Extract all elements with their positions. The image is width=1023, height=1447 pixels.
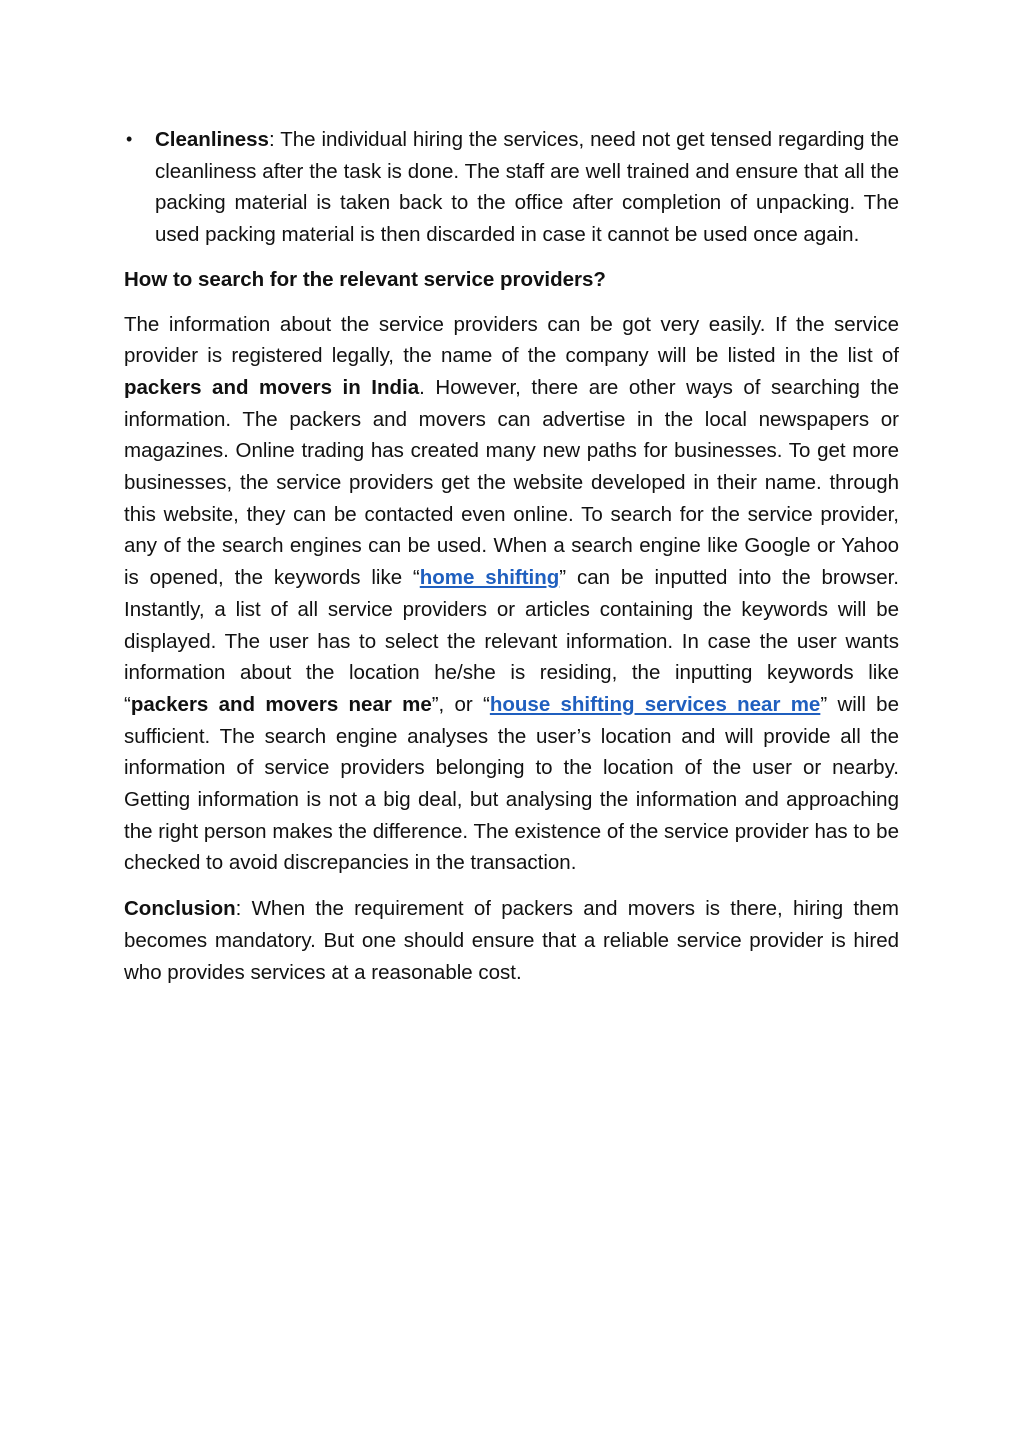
paragraph-text-4: ”, or “	[431, 692, 490, 716]
conclusion-paragraph	[124, 893, 899, 988]
paragraph-text-2: . However, there are other ways of searching the information. The packers and movers can advertise in the local newspapers or magazines. Online trading has created many new paths for businesses. To get more businesses, the service providers get the website developed in their name. through this website, they can be contacted even online. To search for the service provider, any of the search engines can be used. When a search engine like Google or Yahoo is opened, the keywords like “	[124, 375, 899, 590]
bullet-text: : The individual hiring the services, need not get tensed regarding the cleanliness after the task is done. The staff are well trained and ensure that all the packing material is taken back to the office after completion of unpacking. The used packing material is then discarded in case it cannot be used once again.	[155, 128, 899, 247]
document-page	[124, 124, 899, 1002]
bold-keyword-near-me: packers and movers near me	[130, 692, 432, 716]
link-home-shifting[interactable]: home shifting	[419, 566, 560, 590]
paragraph-text-1: The information about the service providers can be got very easily. If the service provider is registered legally, the name of the company will be listed in the list of	[124, 312, 899, 368]
conclusion-text: : When the requirement of packers and movers is there, hiring them becomes mandatory. But one should ensure that a reliable service provider is hired who provides services at a reasonable cost.	[124, 897, 899, 984]
bold-keyword-packers-india: packers and movers in India	[124, 375, 420, 399]
bullet-item-cleanliness	[124, 124, 899, 251]
conclusion-term: Conclusion	[124, 897, 236, 921]
section-heading: How to search for the relevant service providers?	[124, 267, 606, 291]
bullet-icon: •	[126, 129, 133, 149]
paragraph-text-5: ” will be sufficient. The search engine analyses the user’s location and will provide all the information of service providers belonging to the location of the user or nearby. Getting information is not a big deal, but analysing the information and approaching the right person makes the difference. The existence of the service provider has to be checked to avoid discrepancies in the transaction.	[124, 692, 899, 875]
body-paragraph	[124, 309, 899, 880]
bullet-term: Cleanliness	[155, 128, 269, 151]
paragraph-text-3: ” can be inputted into the browser. Instantly, a list of all service providers or articles containing the keywords will be displayed. The user has to select the relevant information. In case the user wants information about the location he/she is residing, the inputting keywords like “	[124, 566, 899, 716]
link-house-shifting-near-me[interactable]: house shifting services near me	[489, 692, 821, 716]
bullet-list	[124, 124, 899, 251]
